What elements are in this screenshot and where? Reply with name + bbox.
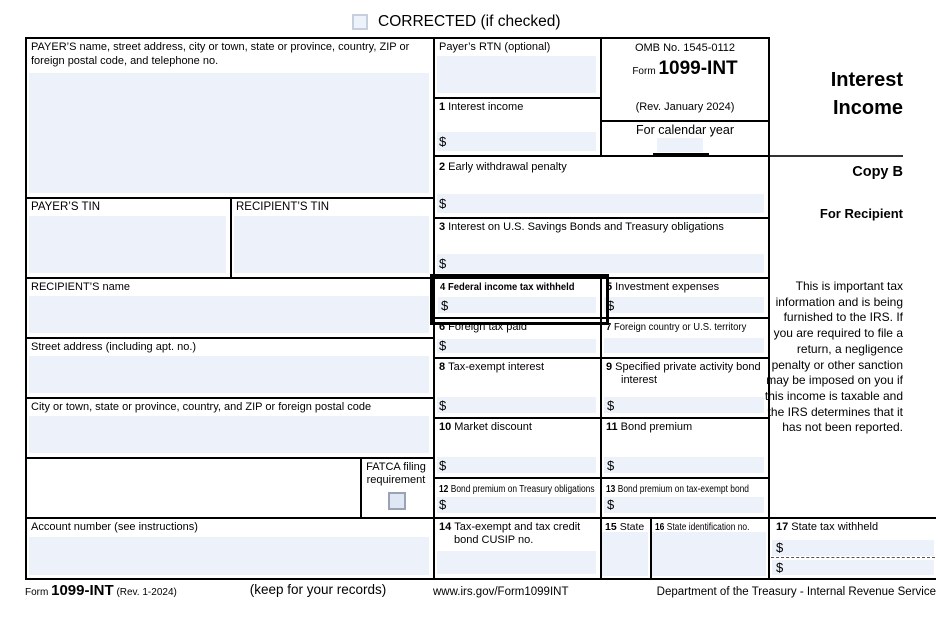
box8-amount-input[interactable] bbox=[437, 397, 596, 413]
divider bbox=[433, 97, 602, 99]
box15-input[interactable] bbox=[602, 532, 648, 576]
divider bbox=[25, 337, 435, 339]
box14-label: 14 Tax-exempt and tax credit bond CUSIP no. bbox=[439, 521, 581, 546]
divider bbox=[25, 37, 770, 39]
box8-label: 8 Tax-exempt interest bbox=[439, 361, 545, 373]
form-title bbox=[770, 66, 903, 122]
box17-amount-input-1[interactable] bbox=[772, 540, 934, 556]
payer-tin-label: PAYER’S TIN bbox=[31, 201, 101, 213]
footer-form-id bbox=[25, 582, 177, 601]
box12-label: 12 Bond premium on Treasury obligations bbox=[439, 483, 595, 495]
dashed-divider bbox=[771, 557, 935, 558]
divider bbox=[600, 37, 602, 157]
form-title-line2: Income bbox=[832, 97, 903, 119]
form-number: 1099-INT bbox=[658, 58, 738, 79]
box5-label: 5 Investment expenses bbox=[606, 281, 720, 293]
box17-label: 17 State tax withheld bbox=[776, 521, 879, 533]
box10-amount-input[interactable] bbox=[437, 457, 596, 473]
payer-info-input[interactable] bbox=[29, 73, 429, 193]
fatca-label-line2: requirement bbox=[366, 474, 426, 486]
box17-amount-input-2[interactable] bbox=[772, 560, 934, 575]
recipient-tin-input[interactable] bbox=[234, 216, 429, 273]
calendar-year-label: For calendar year bbox=[636, 123, 734, 137]
account-number-input[interactable] bbox=[29, 537, 429, 575]
box2-label: 2 Early withdrawal penalty bbox=[439, 161, 567, 173]
footer-revision: (Rev. 1-2024) bbox=[116, 587, 177, 598]
box17-dollar-sign-1: $ bbox=[776, 540, 784, 555]
box4-dollar-sign: $ bbox=[441, 298, 449, 313]
form-word: Form bbox=[632, 66, 656, 77]
calendar-year-input[interactable] bbox=[657, 138, 703, 152]
box10-label: 10 Market discount bbox=[439, 421, 532, 433]
box16-input[interactable] bbox=[652, 532, 766, 576]
box3-label: 3 Interest on U.S. Savings Bonds and Treasury obligations bbox=[439, 221, 724, 233]
corrected-checkbox[interactable] bbox=[352, 14, 368, 30]
box15-label: 15 State bbox=[605, 521, 645, 533]
box1-amount-input[interactable] bbox=[437, 132, 596, 151]
form-number-line bbox=[602, 58, 768, 83]
divider bbox=[25, 277, 770, 279]
divider bbox=[25, 578, 936, 580]
form-title-line1: Interest bbox=[830, 69, 903, 91]
box10-dollar-sign: $ bbox=[439, 458, 447, 473]
box12-amount-input[interactable] bbox=[437, 497, 596, 513]
street-address-label: Street address (including apt. no.) bbox=[31, 341, 197, 353]
box11-amount-input[interactable] bbox=[604, 457, 764, 473]
payer-rtn-label: Payer’s RTN (optional) bbox=[439, 41, 551, 53]
divider bbox=[230, 197, 232, 279]
divider bbox=[25, 37, 27, 580]
box7-label: 7 Foreign country or U.S. territory bbox=[606, 321, 747, 333]
footer-agency: Department of the Treasury - Internal Revenue Service bbox=[656, 586, 936, 598]
box8-dollar-sign: $ bbox=[439, 398, 447, 413]
fatca-checkbox[interactable] bbox=[388, 492, 406, 510]
box12-dollar-sign: $ bbox=[439, 497, 447, 512]
box5-amount-input[interactable] bbox=[604, 297, 764, 313]
divider bbox=[600, 120, 770, 122]
calendar-year-underline bbox=[653, 153, 709, 155]
box6-dollar-sign: $ bbox=[439, 338, 447, 353]
box7-input[interactable] bbox=[604, 338, 764, 353]
fatca-label-line1: FATCA filing bbox=[366, 461, 426, 473]
box2-dollar-sign: $ bbox=[439, 196, 447, 211]
payer-rtn-input[interactable] bbox=[437, 56, 596, 93]
box6-label: 6 Foreign tax paid bbox=[439, 321, 528, 333]
for-recipient-label: For Recipient bbox=[819, 206, 903, 221]
form-revision: (Rev. January 2024) bbox=[635, 101, 735, 113]
box9-amount-input[interactable] bbox=[604, 397, 764, 413]
footer-form-word: Form bbox=[25, 587, 49, 598]
box13-amount-input[interactable] bbox=[604, 497, 764, 513]
divider bbox=[25, 517, 936, 519]
box13-dollar-sign: $ bbox=[607, 497, 615, 512]
payer-info-label: PAYER’S name, street address, city or town, state or province, country, ZIP or foreign postal code, and telephone no. bbox=[31, 41, 410, 67]
copy-b-label: Copy B bbox=[852, 164, 903, 180]
box5-dollar-sign: $ bbox=[607, 298, 615, 313]
box3-dollar-sign: $ bbox=[439, 256, 447, 271]
box17-dollar-sign-2: $ bbox=[776, 560, 784, 575]
footer-keep-note: (keep for your records) bbox=[249, 582, 387, 597]
recipient-tin-label: RECIPIENT’S TIN bbox=[236, 201, 330, 213]
box3-amount-input[interactable] bbox=[437, 254, 764, 273]
box14-input[interactable] bbox=[437, 551, 596, 574]
divider bbox=[770, 155, 903, 157]
recipient-name-input[interactable] bbox=[29, 296, 429, 333]
city-input[interactable] bbox=[29, 416, 429, 453]
omb-number: OMB No. 1545-0112 bbox=[634, 42, 736, 54]
divider bbox=[25, 457, 435, 459]
account-number-label: Account number (see instructions) bbox=[31, 521, 198, 533]
payer-tin-input[interactable] bbox=[29, 216, 226, 273]
box9-label: 9 Specified private activity bond interest bbox=[606, 361, 761, 386]
fatca-label bbox=[361, 461, 431, 487]
box16-label: 16 State identification no. bbox=[655, 521, 750, 533]
box9-dollar-sign: $ bbox=[607, 398, 615, 413]
divider bbox=[25, 397, 435, 399]
box11-dollar-sign: $ bbox=[607, 458, 615, 473]
box2-amount-input[interactable] bbox=[437, 194, 764, 213]
box1-label: 1 Interest income bbox=[439, 101, 524, 113]
box1-dollar-sign: $ bbox=[439, 134, 447, 149]
city-label: City or town, state or province, country, and ZIP or foreign postal code bbox=[31, 401, 372, 413]
footer-irs-url: www.irs.gov/Form1099INT bbox=[433, 586, 569, 598]
divider bbox=[433, 217, 770, 219]
recipient-notice: This is important tax information and is being furnished to the IRS. If you are required to file a return, a negligence penalty or other sanction may be imposed on you if this income is taxable and the IRS determines that it has not been reported. bbox=[764, 279, 903, 435]
street-address-input[interactable] bbox=[29, 356, 429, 393]
box4-label: 4 Federal income tax withheld bbox=[440, 281, 575, 293]
box6-amount-input[interactable] bbox=[437, 339, 596, 353]
footer-form-number: 1099-INT bbox=[51, 582, 114, 599]
corrected-label: CORRECTED (if checked) bbox=[378, 13, 561, 30]
recipient-name-label: RECIPIENT’S name bbox=[31, 281, 131, 293]
box13-label: 13 Bond premium on tax-exempt bond bbox=[606, 483, 749, 495]
box11-label: 11 Bond premium bbox=[606, 421, 693, 433]
